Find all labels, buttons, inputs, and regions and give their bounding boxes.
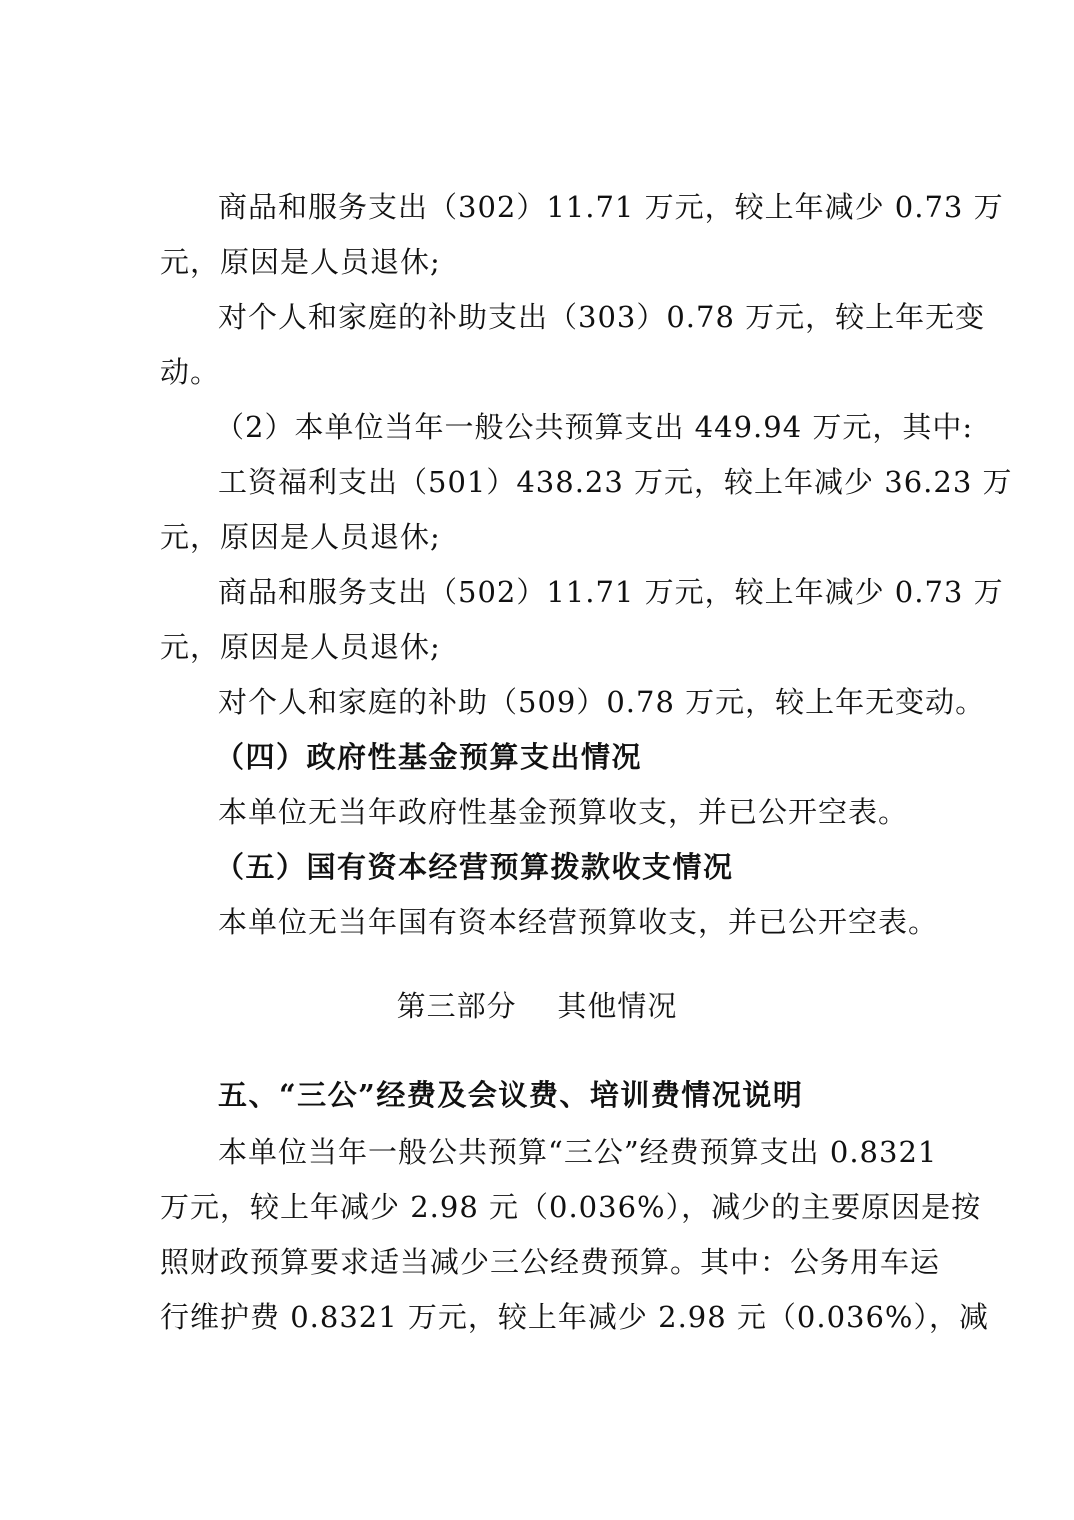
text-line: 商品和服务支出（502）11.71 万元，较上年减少 0.73 万 xyxy=(218,575,1004,609)
text-line: 元，原因是人员退休; xyxy=(160,245,441,279)
paragraph-line: 照财政预算要求适当减少三公经费预算。其中：公务用车运 xyxy=(160,1245,941,1279)
section-text: 本单位无当年政府性基金预算收支，并已公开空表。 xyxy=(218,795,909,829)
text-line: 元，原因是人员退休; xyxy=(160,520,441,554)
chapter-heading: 五、“三公”经费及会议费、培训费情况说明 xyxy=(218,1078,804,1112)
paragraph-line: 本单位当年一般公共预算“三公”经费预算支出 0.8321 xyxy=(218,1135,938,1169)
paragraph-line: 万元，较上年减少 2.98 元（0.036%），减少的主要原因是按 xyxy=(160,1190,982,1224)
text-line: 商品和服务支出（302）11.71 万元，较上年减少 0.73 万 xyxy=(218,190,1004,224)
part-title: 第三部分 其他情况 xyxy=(396,989,678,1023)
text-line: 工资福利支出（501）438.23 万元，较上年减少 36.23 万 xyxy=(218,465,1013,499)
text-line: 对个人和家庭的补助支出（303）0.78 万元，较上年无变 xyxy=(218,300,986,334)
text-line: 对个人和家庭的补助（509）0.78 万元，较上年无变动。 xyxy=(218,685,986,719)
section-heading: （四）政府性基金预算支出情况 xyxy=(215,740,643,774)
section-heading: （五）国有资本经营预算拨款收支情况 xyxy=(215,850,734,884)
text-line: 动。 xyxy=(160,355,221,389)
text-line: 元，原因是人员退休; xyxy=(160,630,441,664)
paragraph-line: 行维护费 0.8321 万元，较上年减少 2.98 元（0.036%），减 xyxy=(160,1300,989,1334)
section-text: 本单位无当年国有资本经营预算收支，并已公开空表。 xyxy=(218,905,939,939)
text-line: （2）本单位当年一般公共预算支出 449.94 万元，其中: xyxy=(215,410,974,444)
